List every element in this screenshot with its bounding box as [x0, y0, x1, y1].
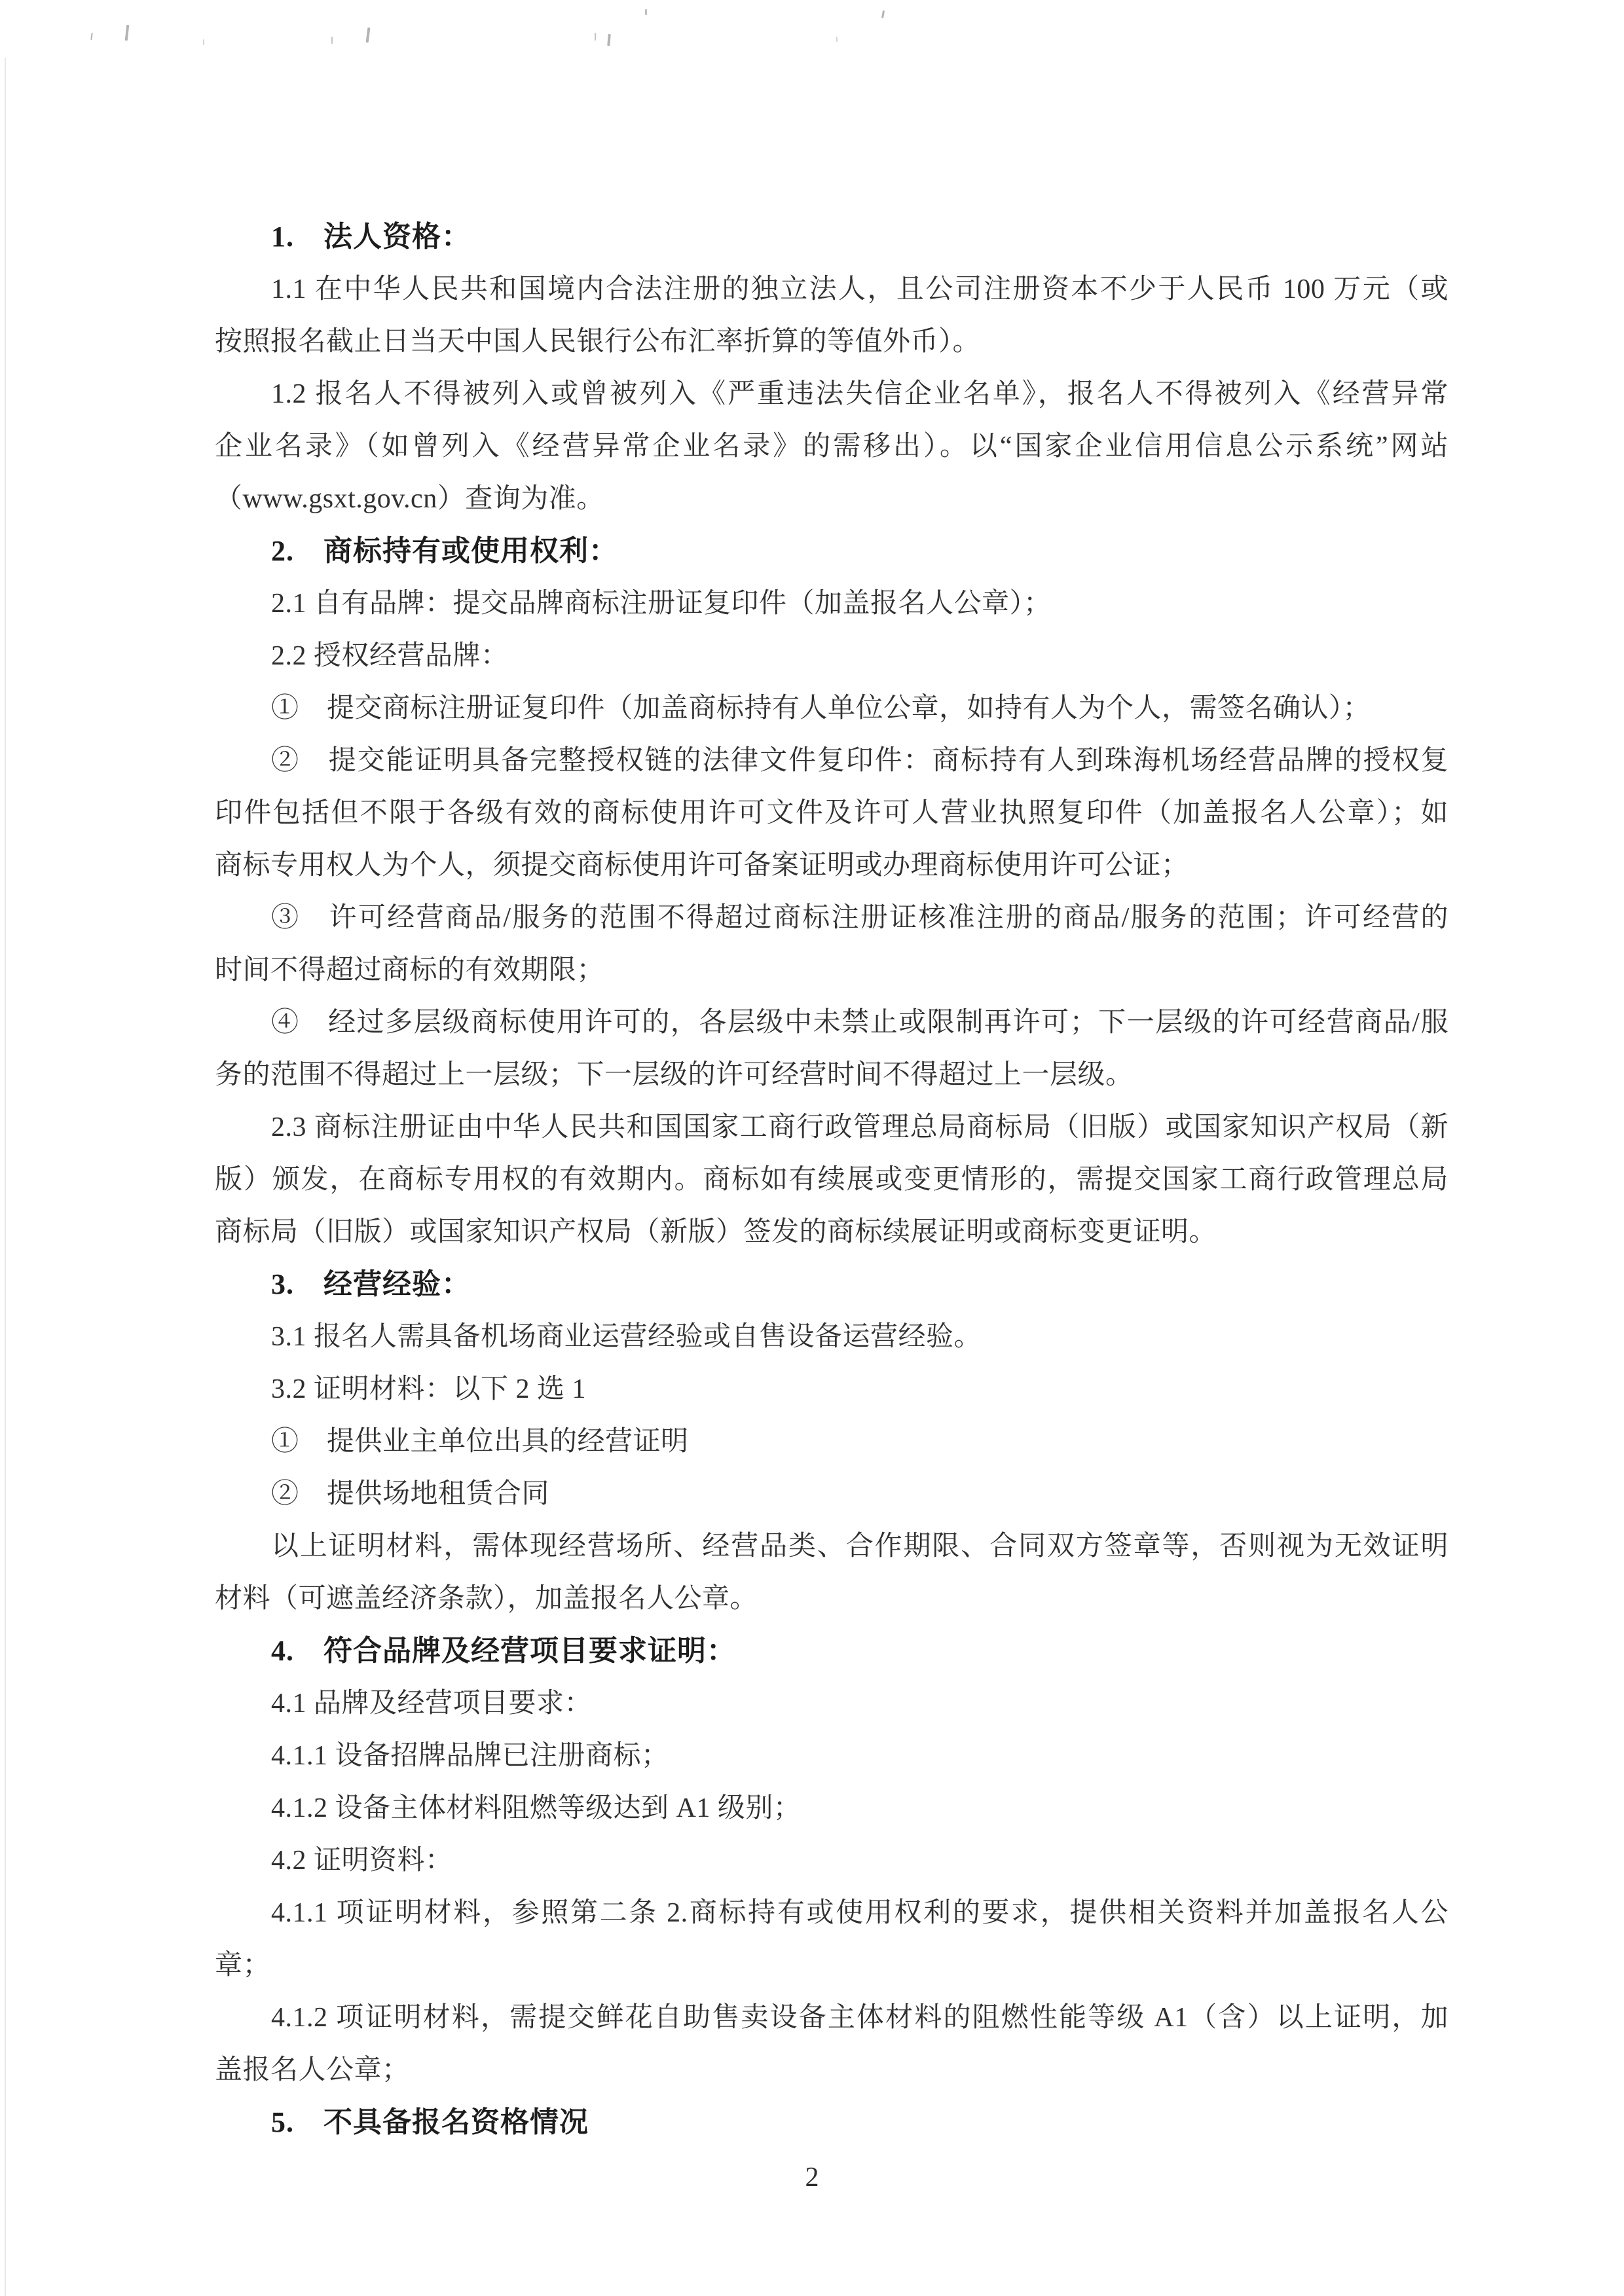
- scan-edge-line: [5, 58, 6, 2296]
- paragraph-line: 章；: [215, 1950, 271, 1980]
- paragraph-line: ① 提交商标注册证复印件（加盖商标持有人单位公章，如持有人为个人，需签名确认）；: [271, 693, 1371, 723]
- paragraph-line: ② 提交能证明具备完整授权链的法律文件复印件：商标持有人到珠海机场经营品牌的授权复: [271, 746, 1449, 776]
- paragraph-line: ④ 经过多层级商标使用许可的，各层级中未禁止或限制再许可；下一层级的许可经营商品/服: [271, 1008, 1449, 1038]
- scan-speck: [203, 39, 204, 45]
- document-body: [215, 211, 1449, 2149]
- paragraph-line: 4.1.2 项证明材料，需提交鲜花自助售卖设备主体材料的阻燃性能等级 A1（含）以上证明，加: [271, 2003, 1449, 2033]
- paragraph-line: 3.2 证明材料：以下 2 选 1: [271, 1374, 587, 1404]
- paragraph-line: （www.gsxt.gov.cn）查询为准。: [215, 484, 604, 514]
- paragraph-line: 时间不得超过商标的有效期限；: [215, 955, 605, 985]
- paragraph-line: 印件包括但不限于各级有效的商标使用许可文件及许可人营业执照复印件（加盖报名人公章）；如: [215, 798, 1449, 828]
- section-heading-line: 1. 法人资格：: [271, 221, 471, 253]
- paragraph-line: 版）颁发，在商标专用权的有效期内。商标如有续展或变更情形的，需提交国家工商行政管理总局: [215, 1165, 1449, 1195]
- section-heading-line: 3. 经营经验：: [271, 1268, 471, 1300]
- paragraph-line: 2.1 自有品牌：提交品牌商标注册证复印件（加盖报名人公章）；: [271, 589, 1052, 619]
- paragraph-line: 3.1 报名人需具备机场商业运营经验或自售设备运营经验。: [271, 1322, 982, 1352]
- paragraph-line: 商标专用权人为个人，须提交商标使用许可备案证明或办理商标使用许可公证；: [215, 850, 1189, 881]
- section-heading-line: 5. 不具备报名资格情况: [271, 2106, 589, 2138]
- scan-speck: [125, 25, 129, 41]
- scan-speck: [366, 27, 371, 43]
- paragraph-line: 材料（可遮盖经济条款），加盖报名人公章。: [215, 1584, 758, 1614]
- paragraph-line: 4.1.2 设备主体材料阻燃等级达到 A1 级别；: [271, 1793, 802, 1823]
- paragraph-line: 2.2 授权经营品牌：: [271, 641, 509, 671]
- paragraph-line: 商标局（旧版）或国家知识产权局（新版）签发的商标续展证明或商标变更证明。: [215, 1217, 1217, 1247]
- paragraph-line: ② 提供场地租赁合同: [271, 1479, 550, 1509]
- paragraph-line: ① 提供业主单位出具的经营证明: [271, 1427, 689, 1457]
- section-heading-line: 4. 符合品牌及经营项目要求证明：: [271, 1635, 736, 1667]
- paragraph-line: 4.2 证明资料：: [271, 1846, 453, 1876]
- paragraph-line: 4.1.1 设备招牌品牌已注册商标；: [271, 1741, 669, 1771]
- section-heading-line: 2. 商标持有或使用权利：: [271, 535, 618, 567]
- paragraph-line: 按照报名截止日当天中国人民银行公布汇率折算的等值外币）。: [215, 327, 981, 357]
- scan-speck: [331, 37, 333, 44]
- paragraph-line: 企业名录》（如曾列入《经营异常企业名录》的需移出）。以“国家企业信用信息公示系统”网站: [215, 431, 1449, 462]
- page-number: 2: [805, 2162, 819, 2193]
- paragraph-line: 盖报名人公章；: [215, 2055, 410, 2085]
- paragraph-line: 以上证明材料，需体现经营场所、经营品类、合作期限、合同双方签章等，否则视为无效证明: [271, 1531, 1449, 1561]
- paragraph-line: ③ 许可经营商品/服务的范围不得超过商标注册证核准注册的商品/服务的范围；许可经营的: [271, 903, 1449, 933]
- paragraph-line: 4.1.1 项证明材料，参照第二条 2.商标持有或使用权利的要求，提供相关资料并加盖报名人公: [271, 1898, 1449, 1928]
- paragraph-line: 1.2 报名人不得被列入或曾被列入《严重违法失信企业名单》，报名人不得被列入《经营异常: [271, 379, 1449, 409]
- paragraph-line: 务的范围不得超过上一层级；下一层级的许可经营时间不得超过上一层级。: [215, 1060, 1134, 1090]
- paragraph-line: 4.1 品牌及经营项目要求：: [271, 1688, 593, 1719]
- paragraph-line: 2.3 商标注册证由中华人民共和国国家工商行政管理总局商标局（旧版）或国家知识产权局（新: [271, 1112, 1449, 1142]
- scan-speck: [595, 33, 596, 41]
- scan-speck: [881, 10, 885, 18]
- scan-speck: [607, 34, 611, 46]
- scan-speck: [836, 37, 838, 42]
- scan-speck: [645, 9, 647, 15]
- paragraph-line: 1.1 在中华人民共和国境内合法注册的独立法人，且公司注册资本不少于人民币 100 万元（或: [271, 274, 1449, 304]
- scan-speck: [90, 33, 93, 40]
